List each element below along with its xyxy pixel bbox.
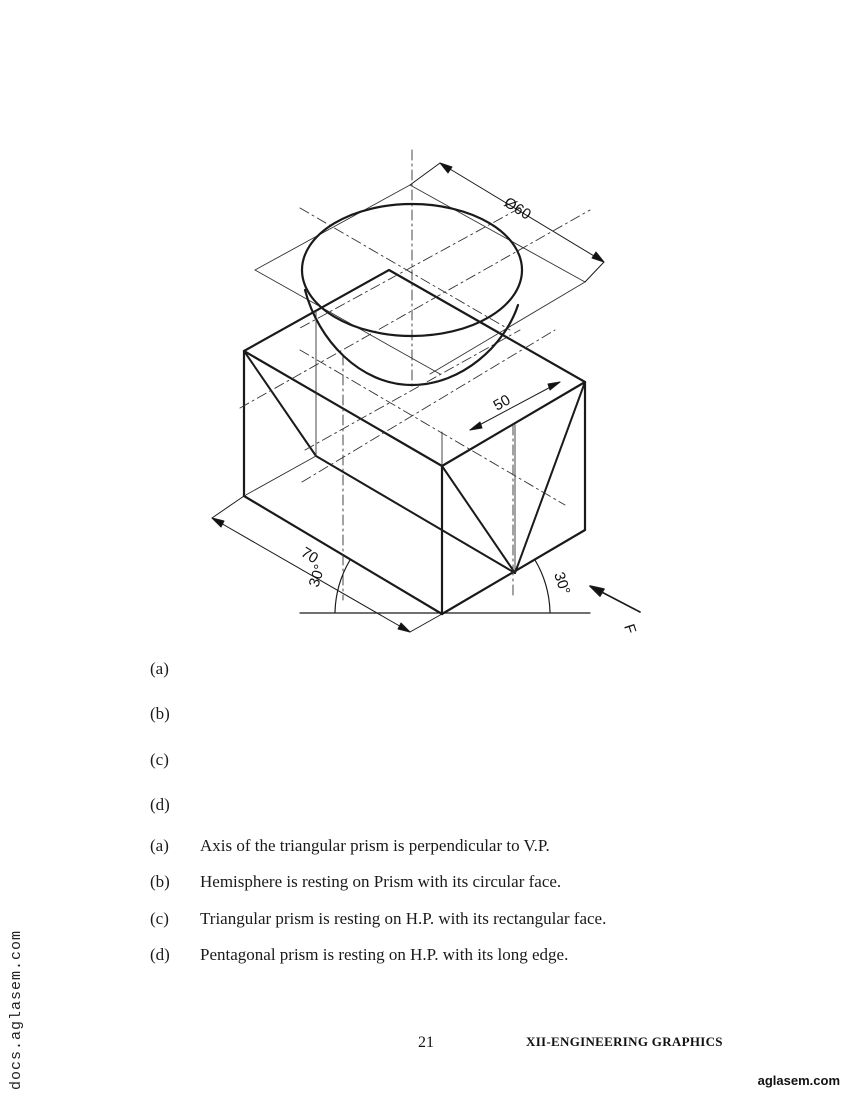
- dimension-length: [212, 496, 442, 632]
- view-arrow: [590, 586, 640, 612]
- dimension-diameter: [410, 163, 604, 282]
- ground-line: [300, 560, 590, 613]
- construction-lines: [240, 150, 590, 600]
- length-label: 70: [297, 543, 322, 568]
- statement-label-a: (a): [150, 836, 169, 855]
- statement-label-b: (b): [150, 872, 170, 891]
- statement-label-c: (c): [150, 909, 169, 928]
- statement-label-d: (d): [150, 945, 170, 964]
- statement-text-a: Axis of the triangular prism is perpendicular to V.P.: [200, 836, 550, 855]
- block-outline: [244, 270, 585, 614]
- statement-text-d: Pentagonal prism is resting on H.P. with its long edge.: [200, 945, 569, 964]
- angle-left-label: 30°: [305, 562, 329, 590]
- option-label-d: (d): [150, 795, 170, 814]
- angle-right-label: 30°: [550, 569, 574, 597]
- option-label-c: (c): [150, 750, 169, 769]
- statement-text-b: Hemisphere is resting on Prism with its circular face.: [200, 872, 562, 891]
- page-number: 21: [418, 1034, 434, 1051]
- diameter-label: Ø60: [500, 193, 534, 224]
- footer-title: XII-ENGINEERING GRAPHICS: [526, 1034, 723, 1049]
- statement-text-c: Triangular prism is resting on H.P. with its rectangular face.: [200, 909, 607, 928]
- option-label-a: (a): [150, 659, 169, 678]
- width-label: 50: [490, 391, 514, 415]
- side-watermark: docs.aglasem.com: [8, 929, 25, 1090]
- corner-watermark: aglasem.com: [757, 1073, 840, 1088]
- view-direction-label: F: [620, 621, 640, 636]
- option-label-b: (b): [150, 704, 170, 723]
